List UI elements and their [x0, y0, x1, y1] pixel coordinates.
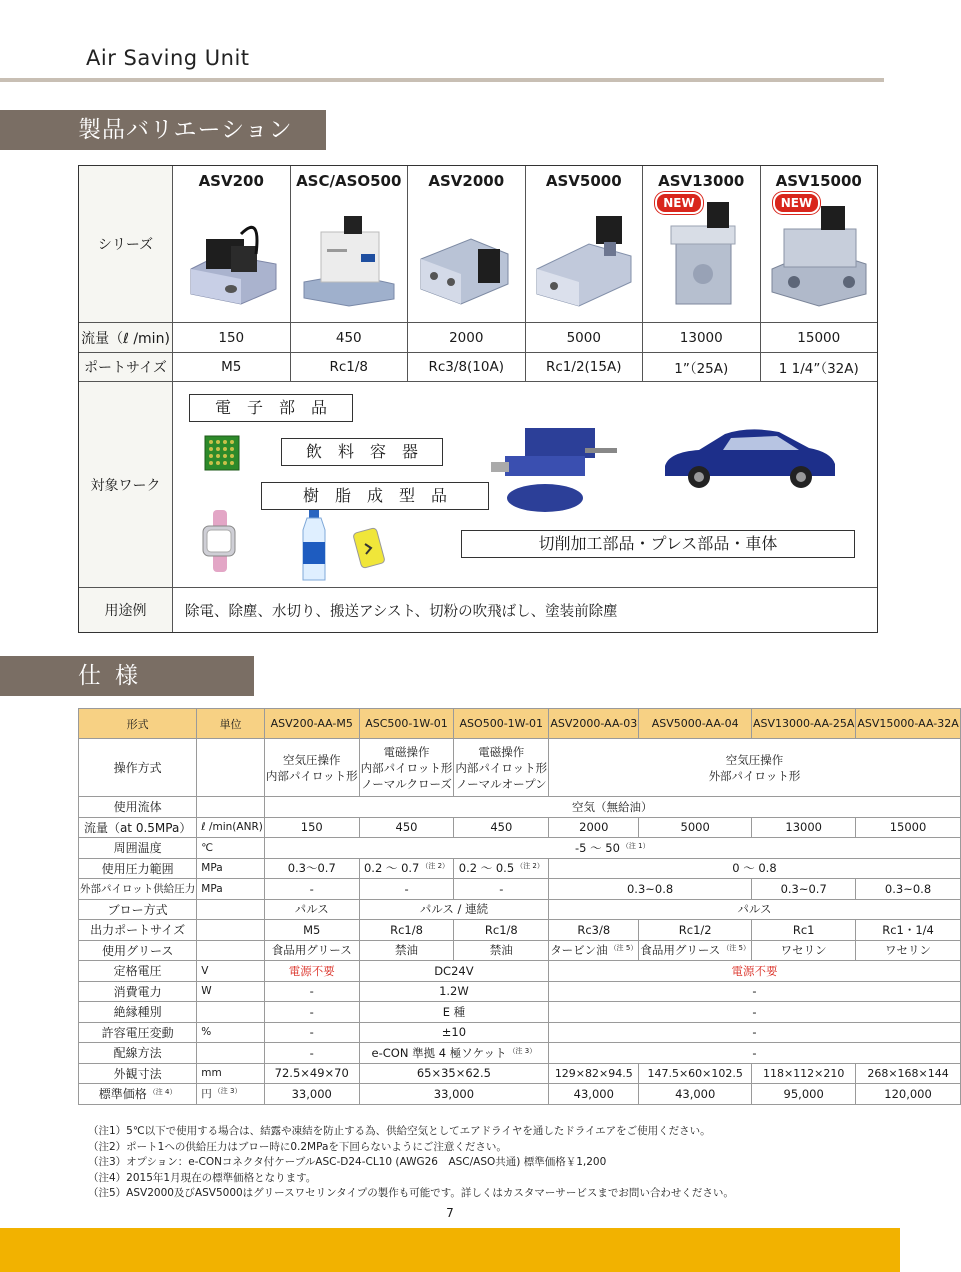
- usage-text: 除電、除塵、水切り、搬送アシスト、切粉の吹飛ばし、塗装前除塵: [185, 603, 618, 620]
- spec-cell: 禁油: [359, 940, 454, 961]
- spec-cell: ワセリン: [752, 940, 856, 961]
- spec-cell: 0.3～0.7: [264, 858, 359, 879]
- spec-unit: mm: [197, 1063, 265, 1084]
- spec-cell: 電磁操作 内部パイロット形 ノーマルクローズ: [359, 739, 454, 797]
- spec-cell: 0.2 ～ 0.5 $^{(注 2)}$: [454, 858, 549, 879]
- spec-cell: Rc1/8: [359, 920, 454, 941]
- spec-cell: 65×35×62.5: [359, 1063, 549, 1084]
- spec-cell: 129×82×94.5: [549, 1063, 639, 1084]
- spec-unit: [197, 739, 265, 797]
- spec-cell: 450: [359, 817, 454, 838]
- product-name: ASC/ASO500: [296, 172, 402, 190]
- spec-cell: 15000: [856, 817, 960, 838]
- product-name: ASV2000: [428, 172, 505, 190]
- spec-unit: ℃: [197, 838, 265, 859]
- spec-cell: -5 ～ 50 $^{(注 1)}$: [264, 838, 960, 859]
- product-ascaso500: [291, 166, 409, 322]
- spec-cell: 食品用グリース: [264, 940, 359, 961]
- spec-cell: -: [549, 981, 961, 1002]
- spec-cell: パルス: [549, 899, 961, 920]
- spec-label: 操作方式: [79, 739, 197, 797]
- variation-table: [78, 165, 878, 633]
- flow-value: 15000: [797, 329, 841, 346]
- spec-row-price: [79, 1084, 961, 1105]
- spec-cell: 空気圧操作 内部パイロット形: [264, 739, 359, 797]
- bottle-icon: [299, 510, 329, 582]
- spec-label: 外部パイロット供給圧力: [79, 879, 197, 900]
- spec-header: 単位: [197, 709, 265, 739]
- spec-label: 標準価格 $^{(注 4)}$: [79, 1084, 197, 1105]
- port-value: M5: [173, 353, 291, 381]
- spec-row-grease: [79, 940, 961, 961]
- series-row: [79, 166, 877, 323]
- spec-label: 配線方法: [79, 1043, 197, 1064]
- spec-label: 消費電力: [79, 981, 197, 1002]
- spec-cell: 150: [264, 817, 359, 838]
- footnote: （注5）ASV2000及びASV5000はグリースワセリンタイプの製作も可能です。詳しくはカスタマーサービスまでお問い合わせください。: [88, 1187, 734, 1199]
- spec-label: 使用圧力範囲: [79, 858, 197, 879]
- spec-label: 出力ポートサイズ: [79, 920, 197, 941]
- port-value: Rc3/8(10A): [408, 353, 526, 381]
- port-value: 1”（25A): [643, 353, 761, 381]
- work-box-machining: 切削加工部品・プレス部品・車体: [461, 530, 855, 558]
- spec-unit: [197, 920, 265, 941]
- spec-cell: ±10: [359, 1022, 549, 1043]
- spec-unit: 円 $^{(注 3)}$: [197, 1084, 265, 1105]
- vise-icon: [485, 418, 625, 518]
- spec-cell: 147.5×60×102.5: [639, 1063, 752, 1084]
- spec-row-fluid: [79, 797, 961, 818]
- flow-value: 5000: [526, 323, 644, 352]
- work-label: 対象ワーク: [79, 382, 173, 587]
- spec-row-voltage-variation: [79, 1022, 961, 1043]
- spec-unit: W: [197, 981, 265, 1002]
- spec-cell: -: [264, 1043, 359, 1064]
- spec-cell: 5000: [639, 817, 752, 838]
- product-image-asv200: [181, 194, 281, 309]
- spec-cell: 33,000: [359, 1084, 549, 1105]
- spec-cell: 空気（無給油）: [264, 797, 960, 818]
- work-box-resin: 樹 脂 成 型 品: [261, 482, 489, 510]
- spec-row-flow: [79, 817, 961, 838]
- new-badge: NEW: [655, 192, 702, 214]
- flow-value: 150: [173, 323, 291, 352]
- spec-cell: -: [359, 879, 454, 900]
- spec-cell: Rc1/8: [454, 920, 549, 941]
- spec-row-pressure: [79, 858, 961, 879]
- footnotes: [88, 1124, 734, 1202]
- spec-row-blow: [79, 899, 961, 920]
- spec-label: 許容電圧変動: [79, 1022, 197, 1043]
- spec-row-ext-pilot: [79, 879, 961, 900]
- spec-row-voltage: [79, 961, 961, 982]
- port-value: Rc1/2(15A): [526, 353, 644, 381]
- spec-label: 使用グリース: [79, 940, 197, 961]
- spec-cell: 0.3~0.7: [752, 879, 856, 900]
- product-name: ASV200: [198, 172, 264, 190]
- product-asv5000: [526, 166, 644, 322]
- port-value: Rc1/8: [291, 353, 409, 381]
- spec-cell: パルス / 連続: [359, 899, 549, 920]
- spec-cell: 1.2W: [359, 981, 549, 1002]
- spec-header-row: [79, 709, 961, 739]
- spec-unit: V: [197, 961, 265, 982]
- spec-cell: 2000: [549, 817, 639, 838]
- battery-icon: [351, 526, 387, 570]
- spec-cell: 0.2 ～ 0.7 $^{(注 2)}$: [359, 858, 454, 879]
- spec-row-operation: [79, 739, 961, 797]
- flow-value: 13000: [643, 323, 761, 352]
- spec-unit: %: [197, 1022, 265, 1043]
- spec-cell: 電源不要: [549, 961, 961, 982]
- car-icon: [659, 422, 839, 492]
- spec-unit: [197, 899, 265, 920]
- port-row: [79, 353, 877, 382]
- spec-cell: 13000: [752, 817, 856, 838]
- product-asv200: [173, 166, 291, 322]
- spec-cell: M5: [264, 920, 359, 941]
- footnote: （注3）オプション：e-CONコネクタ付ケーブルASC-D24-CL10 (AWG26 ASC/ASO共通) 標準価格￥1,200: [88, 1156, 607, 1168]
- spec-row-power: [79, 981, 961, 1002]
- flow-label: 流量（ℓ /min): [79, 323, 173, 352]
- page-number: 7: [446, 1206, 454, 1220]
- spec-cell: 43,000: [639, 1084, 752, 1105]
- spec-unit: [197, 1043, 265, 1064]
- spec-cell: ワセリン: [856, 940, 960, 961]
- spec-table: [78, 708, 961, 1105]
- spec-header: ASV13000-AA-25A: [752, 709, 856, 739]
- spec-label: 使用流体: [79, 797, 197, 818]
- spec-cell: Rc1・1/4: [856, 920, 960, 941]
- spec-unit: ℓ /min(ANR): [197, 817, 265, 838]
- section-title-variations: 製品バリエーション: [0, 110, 326, 150]
- footer-bar: [0, 1228, 900, 1272]
- spec-cell: 120,000: [856, 1084, 960, 1105]
- spec-header: ASV200-AA-M5: [264, 709, 359, 739]
- spec-cell: 95,000: [752, 1084, 856, 1105]
- spec-cell: 電磁操作 内部パイロット形 ノーマルオープン: [454, 739, 549, 797]
- spec-cell: -: [264, 1002, 359, 1023]
- spec-cell: DC24V: [359, 961, 549, 982]
- spec-cell: パルス: [264, 899, 359, 920]
- spec-row-dimensions: [79, 1063, 961, 1084]
- spec-cell: 450: [454, 817, 549, 838]
- spec-cell: e-CON 準拠 4 極ソケット $^{(注 3)}$: [359, 1043, 549, 1064]
- spec-cell: Rc3/8: [549, 920, 639, 941]
- port-label: ポートサイズ: [79, 353, 173, 381]
- spec-cell: 0 ～ 0.8: [549, 858, 961, 879]
- spec-cell: 空気圧操作 外部パイロット形: [549, 739, 961, 797]
- spec-cell: Rc1: [752, 920, 856, 941]
- product-name: ASV5000: [545, 172, 622, 190]
- product-asv13000: [643, 166, 761, 322]
- footnote: （注2）ポート1への供給圧力はブロー時に0.2MPaを下回らないようにご注意ください。: [88, 1140, 507, 1153]
- flow-value: 2000: [408, 323, 526, 352]
- section-title-spec: 仕様: [0, 656, 254, 696]
- product-name: ASV13000: [658, 172, 745, 190]
- work-row: [79, 382, 877, 588]
- spec-cell: 0.3~0.8: [549, 879, 752, 900]
- spec-cell: -: [549, 1002, 961, 1023]
- spec-cell: 禁油: [454, 940, 549, 961]
- spec-cell: -: [264, 1022, 359, 1043]
- product-image-asv15000: [769, 194, 869, 309]
- spec-label: 定格電圧: [79, 961, 197, 982]
- product-image-ascaso500: [299, 194, 399, 309]
- spec-unit: MPa: [197, 879, 265, 900]
- spec-row-temperature: [79, 838, 961, 859]
- spec-cell: 33,000: [264, 1084, 359, 1105]
- spec-cell: Rc1/2: [639, 920, 752, 941]
- work-box-electronic: 電 子 部 品: [189, 394, 353, 422]
- spec-cell: -: [549, 1043, 961, 1064]
- product-image-asv5000: [534, 194, 634, 309]
- spec-row-wiring: [79, 1043, 961, 1064]
- spec-cell: -: [549, 1022, 961, 1043]
- spec-cell: -: [264, 981, 359, 1002]
- spec-cell: 食品用グリース $^{(注 5)}$: [639, 940, 752, 961]
- series-label: シリーズ: [79, 166, 173, 322]
- port-value: 1 1/4”（32A): [778, 361, 859, 377]
- spec-header: ASO500-1W-01: [454, 709, 549, 739]
- work-area: [173, 382, 877, 587]
- spec-cell: 0.3~0.8: [856, 879, 960, 900]
- footnote: （注1）5℃以下で使用する場合は、結露や凍結を防止する為、供給空気としてエアドライヤを通したドライエアをご使用ください。: [88, 1125, 711, 1137]
- spec-cell: -: [454, 879, 549, 900]
- header-rule: [0, 78, 884, 82]
- usage-label: 用途例: [79, 588, 173, 632]
- spec-header: ASV15000-AA-32A: [856, 709, 960, 739]
- spec-label: 周囲温度: [79, 838, 197, 859]
- spec-label: 絶縁種別: [79, 1002, 197, 1023]
- spec-header: ASV2000-AA-03: [549, 709, 639, 739]
- product-image-asv2000: [416, 194, 516, 309]
- new-badge: NEW: [773, 192, 820, 214]
- spec-row-insulation: [79, 1002, 961, 1023]
- spec-cell: E 種: [359, 1002, 549, 1023]
- flow-value: 450: [291, 323, 409, 352]
- page-header-title: Air Saving Unit: [86, 46, 250, 70]
- product-asv2000: [408, 166, 526, 322]
- spec-label: 外観寸法: [79, 1063, 197, 1084]
- spec-unit: [197, 940, 265, 961]
- spec-unit: [197, 797, 265, 818]
- flow-row: [79, 323, 877, 353]
- spec-cell: 268×168×144: [856, 1063, 960, 1084]
- watch-icon: [197, 510, 243, 572]
- spec-cell: 43,000: [549, 1084, 639, 1105]
- spec-header: ASC500-1W-01: [359, 709, 454, 739]
- product-image-asv13000: [651, 194, 751, 309]
- spec-header: 形式: [79, 709, 197, 739]
- work-box-beverage: 飲 料 容 器: [281, 438, 443, 466]
- spec-unit: MPa: [197, 858, 265, 879]
- spec-header: ASV5000-AA-04: [639, 709, 752, 739]
- spec-label: ブロー方式: [79, 899, 197, 920]
- chip-icon: [201, 432, 243, 474]
- spec-cell: 118×112×210: [752, 1063, 856, 1084]
- product-asv15000: [761, 166, 878, 322]
- spec-cell: -: [264, 879, 359, 900]
- spec-unit: [197, 1002, 265, 1023]
- usage-row: [79, 588, 877, 632]
- spec-cell: 電源不要: [264, 961, 359, 982]
- spec-cell: 72.5×49×70: [264, 1063, 359, 1084]
- product-name: ASV15000: [775, 172, 862, 190]
- spec-label: 流量（at 0.5MPa）: [79, 817, 197, 838]
- spec-row-outport: [79, 920, 961, 941]
- spec-cell: タービン油 $^{(注 5)}$: [549, 940, 639, 961]
- footnote: （注4）2015年1月現在の標準価格となります。: [88, 1171, 317, 1184]
